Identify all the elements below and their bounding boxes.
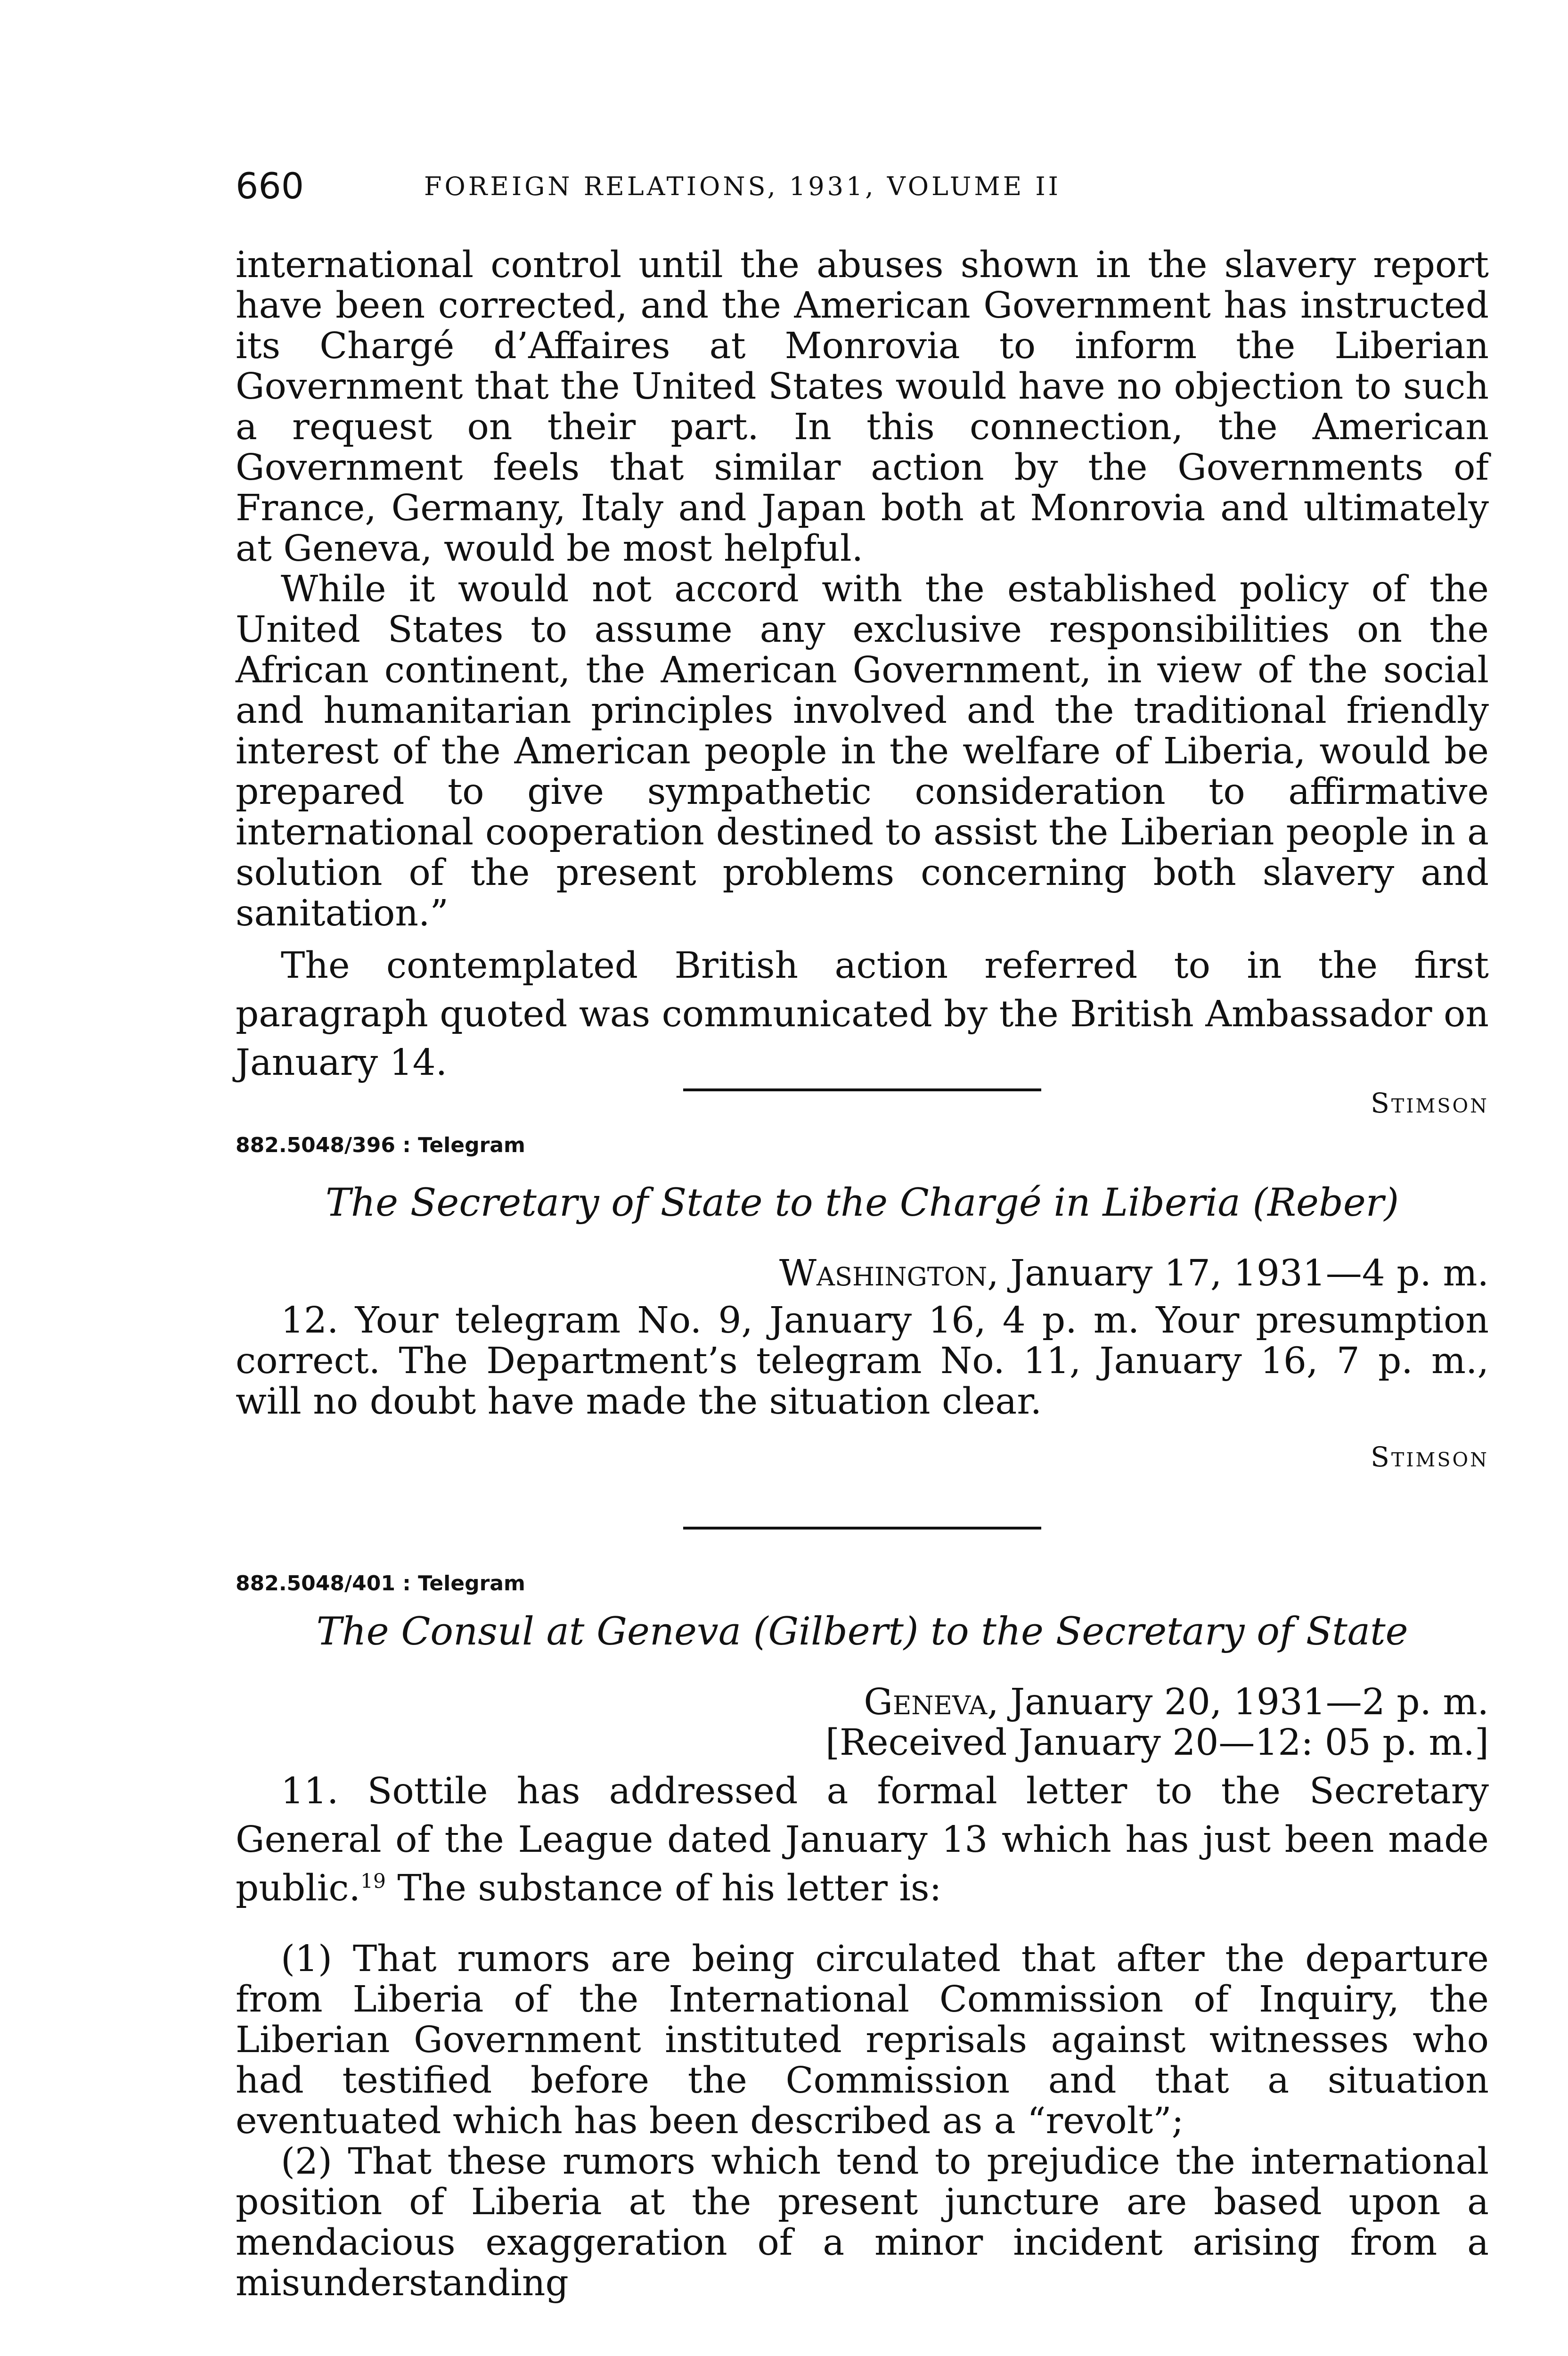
intro-paragraph-3: The contemplated British action referred to in the first paragraph quoted was communicated by the British Ambassador on January 14. [236, 945, 1489, 1084]
signature-stimson-2: Stimson [1371, 1441, 1489, 1473]
dateline-401 [236, 1682, 1489, 1723]
body-396: 12. Your telegram No. 9, January 16, 4 p. m. Your presumption correct. The Department’s telegram No. 11, January 16, 7 p. m., will no doubt have made the situation clear. [236, 1300, 1489, 1423]
telegram-401 [236, 1571, 1489, 2304]
section-divider-1 [683, 1088, 1041, 1091]
list-item-2: (2) That these rumors which tend to prejudice the international position of Liberia at the present juncture are based upon a mendacious exaggeration of a minor incident arising from a misunderstanding [236, 2141, 1489, 2304]
section-divider-2 [683, 1527, 1041, 1530]
running-title: FOREIGN RELATIONS, 1931, VOLUME II [424, 172, 1061, 201]
intro-section [236, 245, 1489, 1119]
intro-paragraph-1: international control until the abuses shown in the slavery report have been corrected, and the American Government has instructed its Chargé d’Affaires at Monrovia to inform the Liberian Government that the United States would have no objection to such a request on their part. In this connection, the American Government feels that similar action by the Governments of France, Germany, Italy and Japan both at Monrovia and ultimately at Geneva, would be most helpful. [236, 244, 1489, 570]
dateline-place-396: Washington [779, 1252, 988, 1294]
signature-stimson-1: Stimson [1371, 1087, 1489, 1119]
dateline-date-396: , January 17, 1931—4 p. m. [987, 1252, 1489, 1294]
dateline-place-401: Geneva [864, 1681, 988, 1723]
body-401 [236, 1767, 1489, 1913]
file-id-401: 882.5048/401 : Telegram [236, 1571, 525, 1595]
intro-paragraph-2: While it would not accord with the established policy of the United States to assume any exclusive responsibilities on the African continent, the American Government, in view of the social and humanitarian principles involved and the traditional friendly interest of the American people in the welfare of Liberia, would be prepared to give sympathetic consideration to affirmative international cooperation destined to assist the Liberian people in a solution of the present problems concerning both slavery and sanitation.” [236, 568, 1489, 934]
list-item-1: (1) That rumors are being circulated that after the departure from Liberia of the International Commission of Inquiry, the Liberian Government instituted reprisals against witnesses who had testified before the Commission and that a situation eventuated which has been described as a “revolt”; [236, 1938, 1489, 2142]
page-number: 660 [236, 165, 304, 207]
telegram-396 [236, 1133, 1489, 1473]
file-id-396: 882.5048/396 : Telegram [236, 1133, 525, 1157]
received-line-401: [Received January 20—12: 05 p. m.] [825, 1722, 1489, 1764]
dateline-396 [236, 1253, 1489, 1294]
footnote-ref-19: 19 [360, 1869, 386, 1893]
running-head [236, 165, 1489, 207]
doc-title-396: The Secretary of State to the Chargé in Liberia (Reber) [325, 1181, 1399, 1225]
body-401-text: 11. Sottile has addressed a formal letter to the Secretary General of the League dated January 13 which has just been made public. [236, 1770, 1489, 1909]
body-401-continued: The substance of his letter is: [385, 1867, 942, 1909]
dateline-date-401: , January 20, 1931—2 p. m. [987, 1681, 1489, 1723]
doc-title-401: The Consul at Geneva (Gilbert) to the Secretary of State [316, 1610, 1408, 1654]
